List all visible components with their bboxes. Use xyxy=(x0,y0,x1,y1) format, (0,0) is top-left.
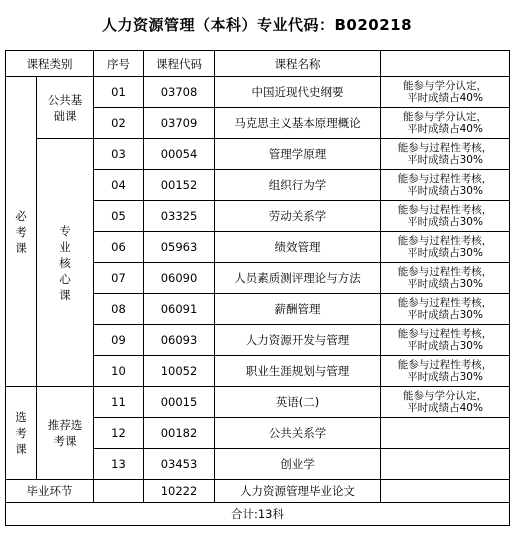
note-cell: 能参与过程性考核， 平时成绩占30% xyxy=(381,139,510,170)
note-cell: 能参与过程性考核， 平时成绩占30% xyxy=(381,170,510,201)
name-cell: 中国近现代史纲要 xyxy=(215,77,381,108)
name-cell: 人力资源管理毕业论文 xyxy=(215,480,381,503)
total-cell: 合计:13科 xyxy=(6,503,510,526)
note-cell: 能参与过程性考核， 平时成绩占30% xyxy=(381,263,510,294)
graduation-row xyxy=(6,480,510,503)
seq-cell: 06 xyxy=(94,232,144,263)
seq-cell: 12 xyxy=(94,418,144,449)
table-row xyxy=(6,387,510,418)
code-cell: 06091 xyxy=(144,294,215,325)
header-note xyxy=(381,51,510,77)
name-cell: 职业生涯规划与管理 xyxy=(215,356,381,387)
name-cell: 人力资源开发与管理 xyxy=(215,325,381,356)
seq-cell: 05 xyxy=(94,201,144,232)
code-cell: 10052 xyxy=(144,356,215,387)
group-required: 必 考 课 xyxy=(6,77,37,387)
code-cell: 05963 xyxy=(144,232,215,263)
note-cell xyxy=(381,418,510,449)
seq-cell: 13 xyxy=(94,449,144,480)
note-cell xyxy=(381,449,510,480)
note-cell: 能参与学分认定， 平时成绩占40% xyxy=(381,77,510,108)
name-cell: 组织行为学 xyxy=(215,170,381,201)
name-cell: 马克思主义基本原理概论 xyxy=(215,108,381,139)
seq-cell: 04 xyxy=(94,170,144,201)
group-core: 专 业 核 心 课 xyxy=(37,139,94,387)
code-cell: 06093 xyxy=(144,325,215,356)
header-seq: 序号 xyxy=(94,51,144,77)
group-graduation: 毕业环节 xyxy=(6,480,94,503)
page-title: 人力资源管理（本科）专业代码：B020218 xyxy=(101,16,413,34)
code-cell: 10222 xyxy=(144,480,215,503)
seq-cell: 08 xyxy=(94,294,144,325)
code-cell: 03453 xyxy=(144,449,215,480)
total-row xyxy=(6,503,510,526)
code-cell: 00152 xyxy=(144,170,215,201)
name-cell: 英语(二) xyxy=(215,387,381,418)
note-cell: 能参与过程性考核， 平时成绩占30% xyxy=(381,294,510,325)
note-cell: 能参与过程性考核， 平时成绩占30% xyxy=(381,325,510,356)
code-cell: 03708 xyxy=(144,77,215,108)
curriculum-table xyxy=(5,50,510,526)
note-cell: 能参与过程性考核， 平时成绩占30% xyxy=(381,356,510,387)
header-name: 课程名称 xyxy=(215,51,381,77)
seq-cell: 07 xyxy=(94,263,144,294)
code-cell: 00054 xyxy=(144,139,215,170)
note-cell: 能参与过程性考核， 平时成绩占30% xyxy=(381,232,510,263)
name-cell: 人员素质测评理论与方法 xyxy=(215,263,381,294)
note-cell xyxy=(381,480,510,503)
seq-cell: 02 xyxy=(94,108,144,139)
seq-cell: 10 xyxy=(94,356,144,387)
group-public-basic: 公共基 础课 xyxy=(37,77,94,139)
code-cell: 03325 xyxy=(144,201,215,232)
note-cell: 能参与学分认定， 平时成绩占40% xyxy=(381,108,510,139)
name-cell: 公共关系学 xyxy=(215,418,381,449)
header-code: 课程代码 xyxy=(144,51,215,77)
note-cell: 能参与学分认定， 平时成绩占40% xyxy=(381,387,510,418)
name-cell: 绩效管理 xyxy=(215,232,381,263)
code-cell: 00182 xyxy=(144,418,215,449)
seq-cell: 03 xyxy=(94,139,144,170)
table-row xyxy=(6,139,510,170)
name-cell: 劳动关系学 xyxy=(215,201,381,232)
code-cell: 06090 xyxy=(144,263,215,294)
note-cell: 能参与过程性考核， 平时成绩占30% xyxy=(381,201,510,232)
code-cell: 03709 xyxy=(144,108,215,139)
header-row xyxy=(6,51,510,77)
seq-cell: 09 xyxy=(94,325,144,356)
header-category: 课程类别 xyxy=(6,51,94,77)
name-cell: 创业学 xyxy=(215,449,381,480)
name-cell: 薪酬管理 xyxy=(215,294,381,325)
seq-cell: 11 xyxy=(94,387,144,418)
seq-cell: 01 xyxy=(94,77,144,108)
seq-cell xyxy=(94,480,144,503)
group-elective: 选 考 课 xyxy=(6,387,37,480)
group-recommended: 推荐选 考课 xyxy=(37,387,94,480)
name-cell: 管理学原理 xyxy=(215,139,381,170)
table-row xyxy=(6,77,510,108)
code-cell: 00015 xyxy=(144,387,215,418)
